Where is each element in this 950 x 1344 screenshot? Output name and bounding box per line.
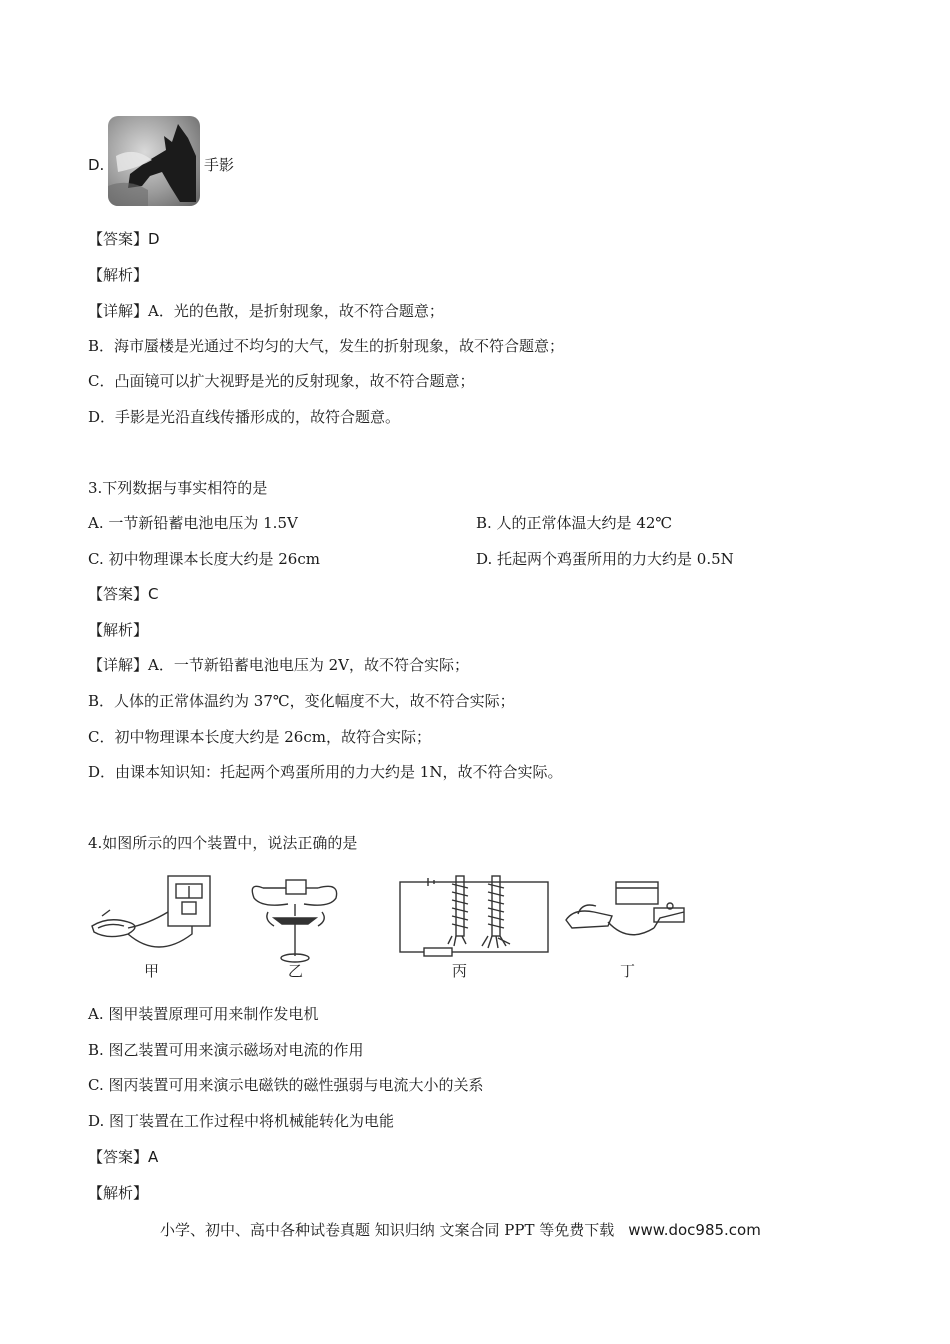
apparatus-yi-drawing bbox=[252, 880, 336, 962]
apparatus-diagram bbox=[88, 868, 708, 988]
q4-analysis-title: 【解析】 bbox=[88, 1184, 149, 1202]
label-yi: 乙 bbox=[288, 962, 304, 980]
q3-detail-c: C．初中物理课本长度大约是 26cm，故符合实际； bbox=[88, 728, 431, 746]
q3-option-a: A. 一节新铅蓄电池电压为 1.5V bbox=[88, 514, 298, 532]
q3-detail-a: 【详解】A．一节新铅蓄电池电压为 2V，故不符合实际； bbox=[88, 656, 469, 674]
footer-url-link[interactable]: www.doc985.com bbox=[628, 1221, 761, 1239]
label-jia: 甲 bbox=[144, 962, 160, 980]
q3-answer: 【答案】C bbox=[88, 585, 159, 603]
q3-detail-b: B．人体的正常体温约为 37℃，变化幅度不大，故不符合实际； bbox=[88, 692, 515, 710]
option-d-label: D. bbox=[88, 156, 105, 174]
page-footer bbox=[160, 1220, 761, 1240]
label-ding: 丁 bbox=[620, 962, 636, 980]
q3-stem: 3.下列数据与事实相符的是 bbox=[88, 479, 268, 497]
q3-option-d: D. 托起两个鸡蛋所用的力大约是 0.5N bbox=[476, 550, 734, 568]
q3-option-b: B. 人的正常体温大约是 42℃ bbox=[476, 514, 673, 532]
apparatus-bing-drawing bbox=[400, 876, 548, 956]
q2-detail-d: D．手影是光沿直线传播形成的，故符合题意。 bbox=[88, 408, 401, 426]
q2-analysis-title: 【解析】 bbox=[88, 266, 149, 284]
apparatus-ding-drawing bbox=[566, 882, 684, 935]
q4-option-d: D. 图丁装置在工作过程中将机械能转化为电能 bbox=[88, 1112, 395, 1130]
q3-option-c: C. 初中物理课本长度大约是 26cm bbox=[88, 550, 320, 568]
q4-stem: 4.如图所示的四个装置中，说法正确的是 bbox=[88, 834, 358, 852]
q4-option-c: C. 图丙装置可用来演示电磁铁的磁性强弱与电流大小的关系 bbox=[88, 1076, 484, 1094]
q2-detail-b: B．海市蜃楼是光通过不均匀的大气，发生的折射现象，故不符合题意； bbox=[88, 337, 565, 355]
hand-shadow-horse-icon bbox=[108, 116, 200, 206]
q4-answer: 【答案】A bbox=[88, 1148, 159, 1166]
footer-text: 小学、初中、高中各种试卷真题 知识归纳 文案合同 PPT 等免费下载 bbox=[160, 1221, 615, 1239]
q3-analysis-title: 【解析】 bbox=[88, 621, 149, 639]
apparatus-jia-drawing bbox=[92, 876, 210, 947]
hand-shadow-photo bbox=[108, 116, 200, 206]
label-bing: 丙 bbox=[452, 962, 468, 980]
q2-answer: 【答案】D bbox=[88, 230, 160, 248]
q4-option-b: B. 图乙装置可用来演示磁场对电流的作用 bbox=[88, 1041, 364, 1059]
q4-apparatus-figure bbox=[88, 868, 708, 988]
q2-detail-a: 【详解】A．光的色散，是折射现象，故不符合题意； bbox=[88, 302, 444, 320]
q4-option-a: A. 图甲装置原理可用来制作发电机 bbox=[88, 1005, 319, 1023]
option-d-text: 手影 bbox=[204, 156, 235, 174]
q3-detail-d: D．由课本知识知：托起两个鸡蛋所用的力大约是 1N，故不符合实际。 bbox=[88, 763, 563, 781]
q2-detail-c: C．凸面镜可以扩大视野是光的反射现象，故不符合题意； bbox=[88, 372, 475, 390]
